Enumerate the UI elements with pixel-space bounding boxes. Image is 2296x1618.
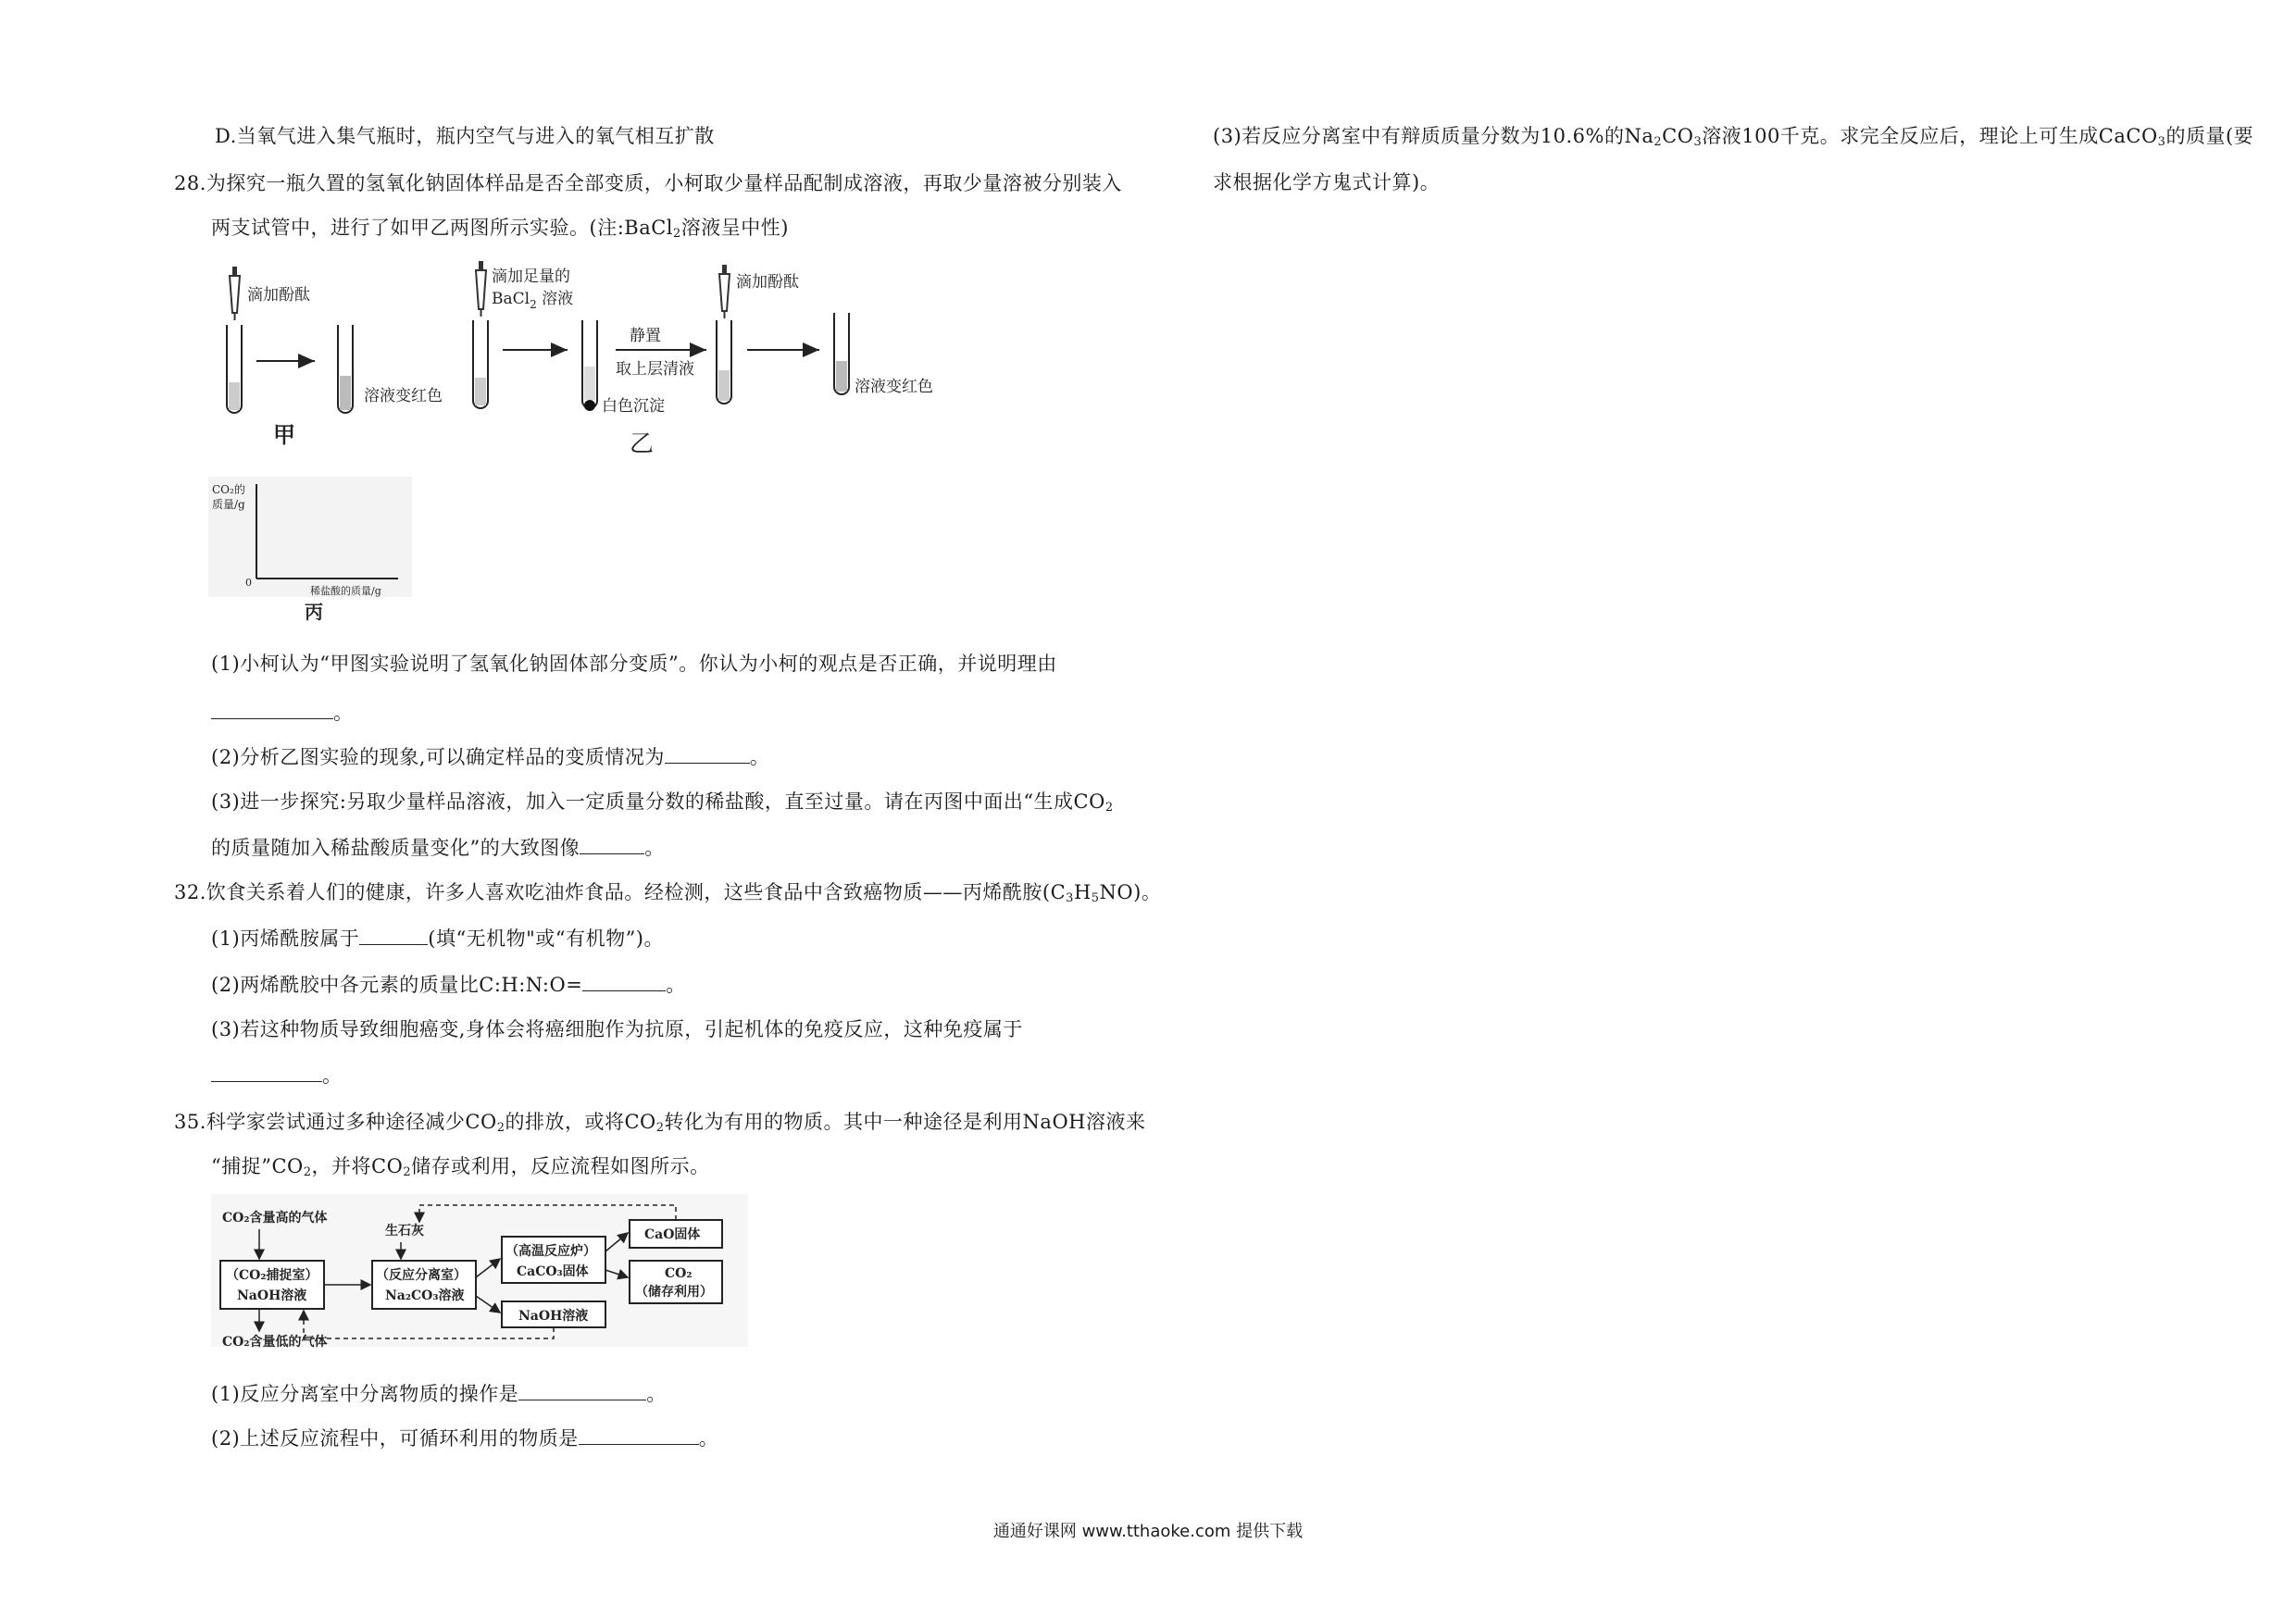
flow-out-gas: CO₂含量低的气体 xyxy=(222,1335,328,1350)
bing-xlabel: 稀盐酸的质量/g xyxy=(310,585,381,597)
jia-result-label: 溶液变红色 xyxy=(364,387,443,405)
solution-yi-1 xyxy=(475,378,486,405)
page-footer: 通通好课网 www.tthaoke.com 提供下载 xyxy=(992,1522,1304,1541)
answer-blank[interactable] xyxy=(579,1427,699,1445)
q28-part2: (2)分析乙图实验的现象,可以确定样品的变质情况为 。 xyxy=(211,746,770,768)
yi-result-label: 溶液变红色 xyxy=(855,378,933,396)
solution-yi-4 xyxy=(836,361,847,392)
q28-part1-answer: 。 xyxy=(211,700,354,726)
q28-part1: (1)小柯认为“甲图实验说明了氢氧化钠固体部分变质”。你认为小柯的观点是否正确，并说明理由 xyxy=(211,653,1057,675)
yi-arrow-top: 静置 xyxy=(630,327,661,345)
dropper-yi-2 xyxy=(719,265,730,318)
dropper-jia xyxy=(230,267,240,320)
q32-part3: (3)若这种物质导致细胞癌变,身体会将癌细胞作为抗原，引起机体的免疫反应，这种免疫属于 xyxy=(211,1018,1023,1040)
caption-bing: 丙 xyxy=(305,601,323,623)
q28-stem-line1: 28.为探究一瓶久置的氢氧化钠固体样品是否全部变质，小柯取少量样品配制成溶液，再取少量溶被分别装入 xyxy=(174,172,1122,194)
flow-in-gas: CO₂含量高的气体 xyxy=(222,1211,328,1226)
q32-part1: (1)丙烯酰胺属于 (填“无机物"或“有机物”)。 xyxy=(211,927,665,950)
q32-part2: (2)两烯酰胶中各元素的质量比C:H:N:O= 。 xyxy=(211,974,686,996)
figure-jia-yi xyxy=(208,257,967,456)
box-capture-content: NaOH溶液 xyxy=(237,1288,307,1303)
solution-yi-3 xyxy=(718,370,730,401)
box-naoh-content: NaOH溶液 xyxy=(518,1309,589,1324)
caption-yi: 乙 xyxy=(630,430,655,456)
caption-jia: 甲 xyxy=(273,421,295,448)
box-co2-content: （储存利用） xyxy=(635,1285,713,1300)
box-co2-title: CO₂ xyxy=(665,1266,693,1281)
bing-origin: 0 xyxy=(245,577,252,589)
solution-jia-2 xyxy=(340,376,351,410)
bing-ylabel-2: 质量/g xyxy=(212,498,245,511)
option-d: D.当氧气进入集气瓶时，瓶内空气与进入的氧气相互扩散 xyxy=(215,125,715,147)
answer-blank[interactable] xyxy=(359,927,428,945)
answer-blank[interactable] xyxy=(211,1064,322,1082)
box-capture-title: （CO₂捕捉室） xyxy=(226,1268,318,1283)
bing-ylabel-1: CO₂的 xyxy=(212,483,245,496)
yi-drop-label-2: BaCl$_2$ 溶液 xyxy=(492,290,574,311)
white-precipitate xyxy=(584,400,595,411)
solution-yi-2 xyxy=(584,367,595,400)
yi-precip-label: 白色沉淀 xyxy=(602,397,665,416)
box-furnace-title: （高温反应炉） xyxy=(505,1244,596,1259)
q28-part3-line2: 的质量随加入稀盐酸质量变化”的大致图像 。 xyxy=(211,837,665,859)
answer-blank[interactable] xyxy=(665,746,750,764)
box-cao-content: CaO固体 xyxy=(644,1227,701,1242)
box-separation-title: （反应分离室） xyxy=(376,1268,467,1283)
q35-part2: (2)上述反应流程中，可循环利用的物质是 。 xyxy=(211,1427,719,1450)
q32-stem: 32.饮食关系着人们的健康，许多人喜欢吃油炸食品。经检测，这些食品中含致癌物质——丙烯酰胺$(C_3H_5NO)$。 xyxy=(174,881,1162,905)
answer-blank[interactable] xyxy=(211,702,333,719)
q28-part3-line1: (3)进一步探究:另取少量样品溶液，加入一定质量分数的稀盐酸，直至过量。请在丙图中面出“生成$CO_2$ xyxy=(211,790,1114,815)
q28-stem-line2: 两支试管中，进行了如甲乙两图所示实验。(注:BaCl$_2$溶液呈中性) xyxy=(211,217,789,241)
q35-stem-line1: 35.科学家尝试通过多种途径减少$CO_2$的排放，或将$CO_2$转化为有用的物质。其中一种途径是利用NaOH溶液来 xyxy=(174,1111,1146,1135)
dropper-yi-1 xyxy=(476,261,486,317)
jia-drop-label: 滴加酚酞 xyxy=(247,286,310,305)
q32-part3-answer: 。 xyxy=(211,1063,343,1089)
box-furnace-content: CaCO₃固体 xyxy=(517,1264,589,1279)
answer-blank[interactable] xyxy=(580,837,644,854)
answer-blank[interactable] xyxy=(518,1383,646,1400)
yi-drop-label-1: 滴加足量的 xyxy=(492,268,570,286)
q35-stem-line2: “捕捉$”CO_2$，并将$CO_2$储存或利用，反应流程如图所示。 xyxy=(211,1155,710,1179)
q35-part3-line2: 求根据化学方鬼式计算)。 xyxy=(1213,171,1441,193)
flow-quicklime: 生石灰 xyxy=(385,1224,424,1238)
yi-arrow-bottom: 取上层清液 xyxy=(616,360,694,379)
yi-drop-label-3: 滴加酚酞 xyxy=(736,273,799,292)
q35-part3-line1: (3)若反应分离室中有辩质质量分数为10.6%的$Na_2CO_3$溶液100千克。求完全反应后，理论上可生成CaCO$_3$的质量(要 xyxy=(1213,125,2254,149)
solution-jia-1 xyxy=(229,382,240,410)
answer-blank[interactable] xyxy=(582,974,666,991)
figure-bing xyxy=(208,477,421,625)
box-separation-content: Na₂CO₃溶液 xyxy=(385,1288,465,1303)
flow-diagram xyxy=(211,1194,757,1351)
q35-part1: (1)反应分离室中分离物质的操作是 。 xyxy=(211,1383,667,1405)
